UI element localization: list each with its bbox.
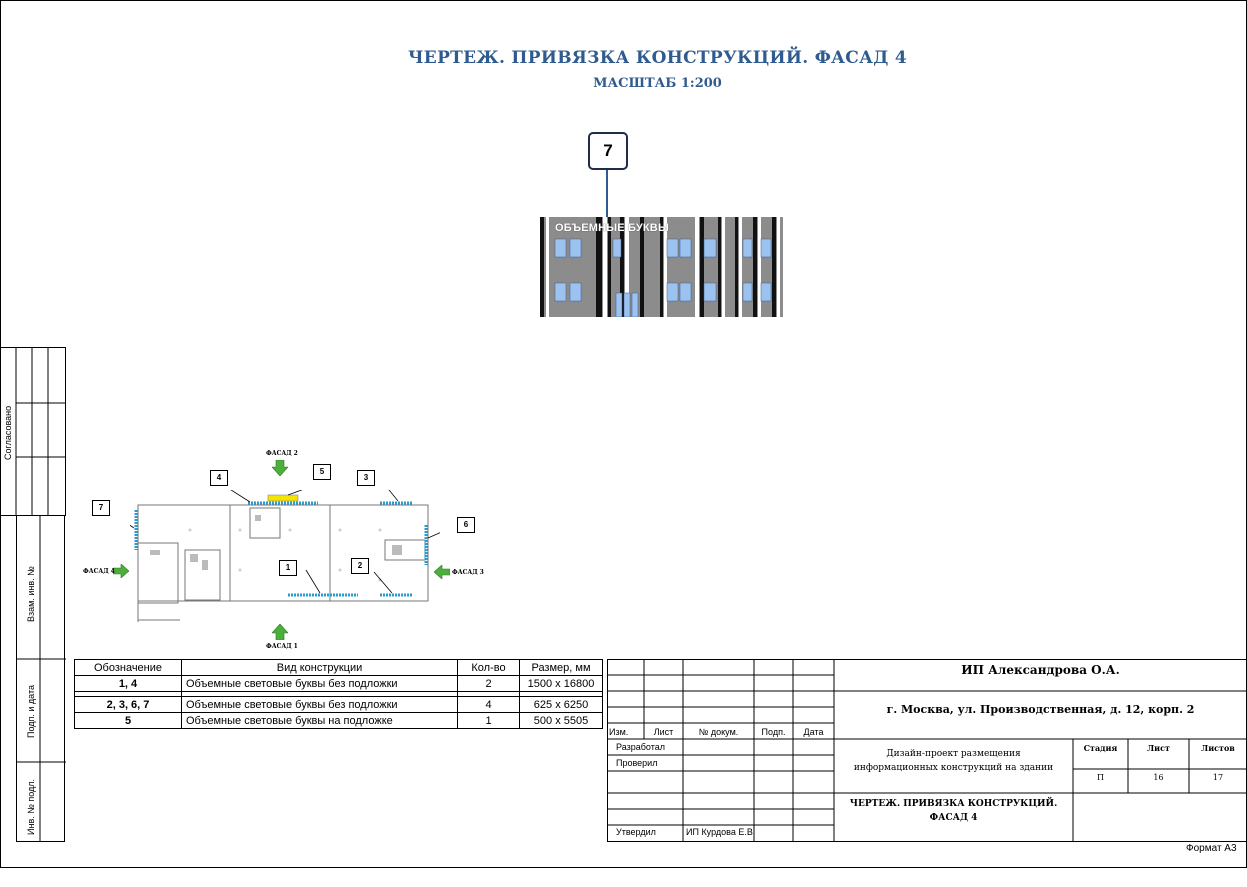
plan-callout-7: 7 [92,500,110,516]
cell-type: Объемные световые буквы без подложки [182,697,458,713]
stage-value: П [1097,773,1104,782]
cell-qty: 4 [458,697,520,713]
cell-size: 500 х 5505 [520,713,603,729]
col-label-date: Дата [803,727,824,737]
col-label-sign: Подп. [761,727,786,737]
col-qty: Кол-во [458,660,520,676]
company-name: ИП Александрова О.А. [961,663,1120,677]
facade-4-label: ФАСАД 4 [83,568,115,575]
cell-designation: 2, 3, 6, 7 [75,697,182,713]
cell-size: 625 х 6250 [520,697,603,713]
arrow-down-icon [272,460,288,476]
sheet-title-line-1: ЧЕРТЕЖ. ПРИВЯЗКА КОНСТРУКЦИЙ. [849,799,1058,809]
arrow-right-icon [113,564,129,578]
title-block [607,659,1247,842]
cell-designation: 5 [75,713,182,729]
plan-callout-1: 1 [279,560,297,576]
frame-bottom [0,867,1247,868]
side-label-sign-date: Подп. и дата [26,684,36,738]
role-developed: Разработал [616,742,665,752]
sheet-title-line-2: ФАСАД 4 [929,813,978,823]
table-header-row [75,660,603,676]
sign-lettering: ОБЪЕМНЫЕ БУКВЫ [555,222,669,234]
plan-callout-4: 4 [210,470,228,486]
sheets-label: Листов [1201,743,1235,753]
approver-name: ИП Курдова Е.В. [686,827,756,837]
sheets-value: 17 [1212,773,1224,782]
arrow-left-icon [434,565,450,579]
side-label-inv-replace: Взам. инв. № [26,566,36,622]
cell-type: Объемные световые буквы без подложки [182,676,458,692]
arrow-up-icon [272,624,288,640]
paper-format: Формат А3 [1186,843,1237,854]
table-row [75,676,603,692]
table-row [75,713,603,729]
project-line-2: информационных конструкций на здании [853,763,1054,773]
elevation-callout-7: 7 [588,132,628,170]
cell-size: 1500 х 16800 [520,676,603,692]
col-size: Размер, мм [520,660,603,676]
col-designation: Обозначение [75,660,182,676]
side-label-inv-orig: Инв. № подл. [26,778,36,835]
project-line-1: Дизайн-проект размещения [886,749,1021,759]
plan-callout-5: 5 [313,464,331,480]
cell-designation: 1, 4 [75,676,182,692]
drawing-scale: МАСШТАБ 1:200 [593,76,722,91]
plan-callout-3: 3 [357,470,375,486]
sheet-label: Лист [1147,743,1170,753]
facade-3-label: ФАСАД 3 [452,569,484,576]
stage-label: Стадия [1083,743,1118,753]
cell-qty: 2 [458,676,520,692]
col-label-change: Изм. [609,727,629,737]
facade-2-label: ФАСАД 2 [266,450,298,457]
plan-callout-6: 6 [457,517,475,533]
role-checked: Проверил [616,758,658,768]
sheet-value: 16 [1153,773,1164,782]
cell-type: Объемные световые буквы на подложке [182,713,458,729]
col-label-sheet: Лист [653,727,674,737]
project-address: г. Москва, ул. Производственная, д. 12, корп. 2 [886,703,1195,716]
cell-qty: 1 [458,713,520,729]
spec-table [74,659,603,729]
facade-1-label: ФАСАД 1 [266,643,298,650]
role-approved: Утвердил [616,827,656,837]
col-label-doc: № докум. [698,727,739,737]
frame-top [0,0,1247,1]
col-type: Вид конструкции [182,660,458,676]
plan-callout-2: 2 [351,558,369,574]
side-label-agreed: Согласовано [3,405,13,460]
drawing-title: ЧЕРТЕЖ. ПРИВЯЗКА КОНСТРУКЦИЙ. ФАСАД 4 [407,48,908,68]
table-row [75,697,603,713]
